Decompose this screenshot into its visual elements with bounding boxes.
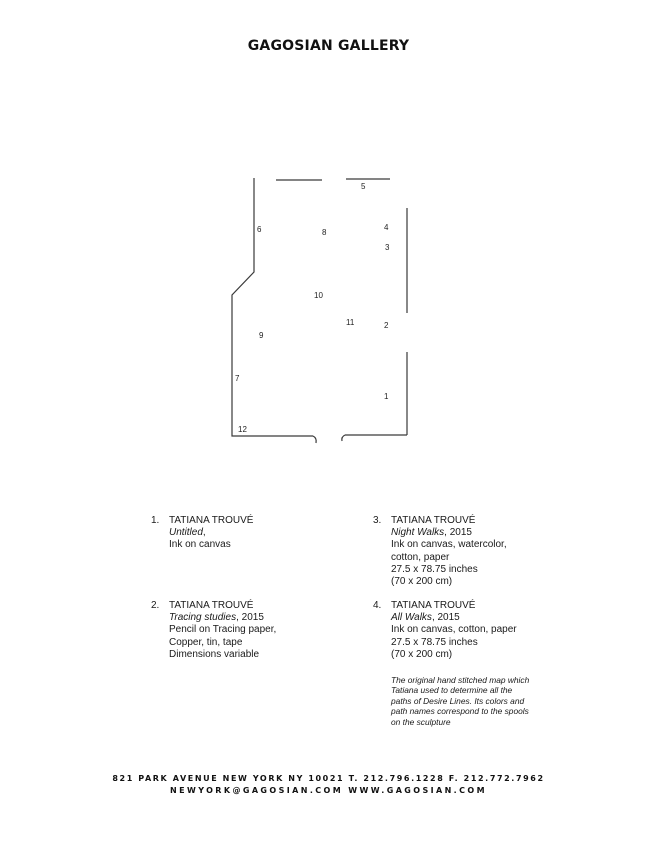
plan-label-1: 1 bbox=[384, 392, 389, 401]
floor-plan-labels bbox=[235, 182, 390, 434]
entry-dimensions-cm: (70 x 200 cm) bbox=[391, 576, 453, 588]
plan-label-5: 5 bbox=[361, 182, 366, 191]
entry-title-suffix: , 2015 bbox=[444, 527, 472, 539]
entry-number: 2. bbox=[151, 600, 160, 611]
door-arc-right bbox=[342, 435, 345, 441]
floor-plan-walls bbox=[232, 178, 407, 443]
wall-west bbox=[232, 178, 313, 436]
entry-title-suffix: , bbox=[202, 527, 206, 539]
plan-label-11: 11 bbox=[346, 318, 355, 327]
note-line: Tatiana used to determine all the bbox=[391, 685, 513, 696]
entry-dimensions-in: 27.5 x 78.75 inches bbox=[391, 563, 478, 575]
entry-title-suffix: , 2015 bbox=[431, 612, 460, 624]
plan-label-2: 2 bbox=[384, 321, 389, 330]
entry-4-note bbox=[391, 675, 591, 727]
entry-medium: Ink on canvas bbox=[169, 539, 231, 551]
entry-title: Untitled bbox=[169, 527, 203, 539]
plan-label-8: 8 bbox=[322, 228, 327, 237]
entry-medium: Ink on canvas, watercolor, bbox=[391, 539, 507, 551]
plan-label-12: 12 bbox=[238, 425, 247, 434]
entry-number: 1. bbox=[151, 515, 160, 526]
entry-dimensions-in: 27.5 x 78.75 inches bbox=[391, 636, 478, 648]
entry-medium: Pencil on Tracing paper, bbox=[169, 624, 277, 636]
plan-label-3: 3 bbox=[385, 243, 390, 252]
entry-medium: Ink on canvas, cotton, paper bbox=[391, 624, 517, 636]
entry-artist: TATIANA TROUVÉ bbox=[391, 515, 476, 526]
entry-materials: Copper, tin, tape bbox=[169, 636, 243, 648]
plan-label-6: 6 bbox=[257, 225, 262, 234]
door-arc-left bbox=[313, 436, 316, 443]
note-line: The original hand stitched map which bbox=[391, 675, 530, 685]
entry-title: All Walks bbox=[391, 612, 432, 624]
entry-title: Tracing studies bbox=[169, 612, 237, 624]
plan-label-4: 4 bbox=[384, 223, 389, 232]
entry-materials: cotton, paper bbox=[391, 551, 450, 563]
plan-label-10: 10 bbox=[314, 291, 323, 300]
note-line: paths of Desire Lines. Its colors and bbox=[391, 695, 525, 706]
entry-number: 3. bbox=[373, 515, 382, 526]
entry-title-suffix: , 2015 bbox=[236, 612, 264, 624]
note-line: on the sculpture bbox=[391, 716, 451, 727]
entry-artist: TATIANA TROUVÉ bbox=[169, 515, 254, 526]
plan-label-9: 9 bbox=[259, 331, 264, 340]
gallery-header: GAGOSIAN GALLERY bbox=[247, 38, 410, 54]
entry-artist: TATIANA TROUVÉ bbox=[169, 600, 254, 611]
entry-artist: TATIANA TROUVÉ bbox=[391, 600, 476, 611]
entry-dimensions: Dimensions variable bbox=[169, 648, 260, 660]
footer-address: 821 PARK AVENUE NEW YORK NY 10021 T. 212.796.1228 F. 212.772.7962 bbox=[112, 774, 545, 783]
entry-title: Night Walks bbox=[391, 527, 445, 539]
entry-number: 4. bbox=[373, 600, 382, 611]
note-line: path names correspond to the spools bbox=[391, 706, 529, 717]
entry-dimensions-cm: (70 x 200 cm) bbox=[391, 648, 453, 660]
plan-label-7: 7 bbox=[235, 374, 240, 383]
footer-contact: NEWYORK@GAGOSIAN.COM WWW.GAGOSIAN.COM bbox=[170, 786, 487, 795]
